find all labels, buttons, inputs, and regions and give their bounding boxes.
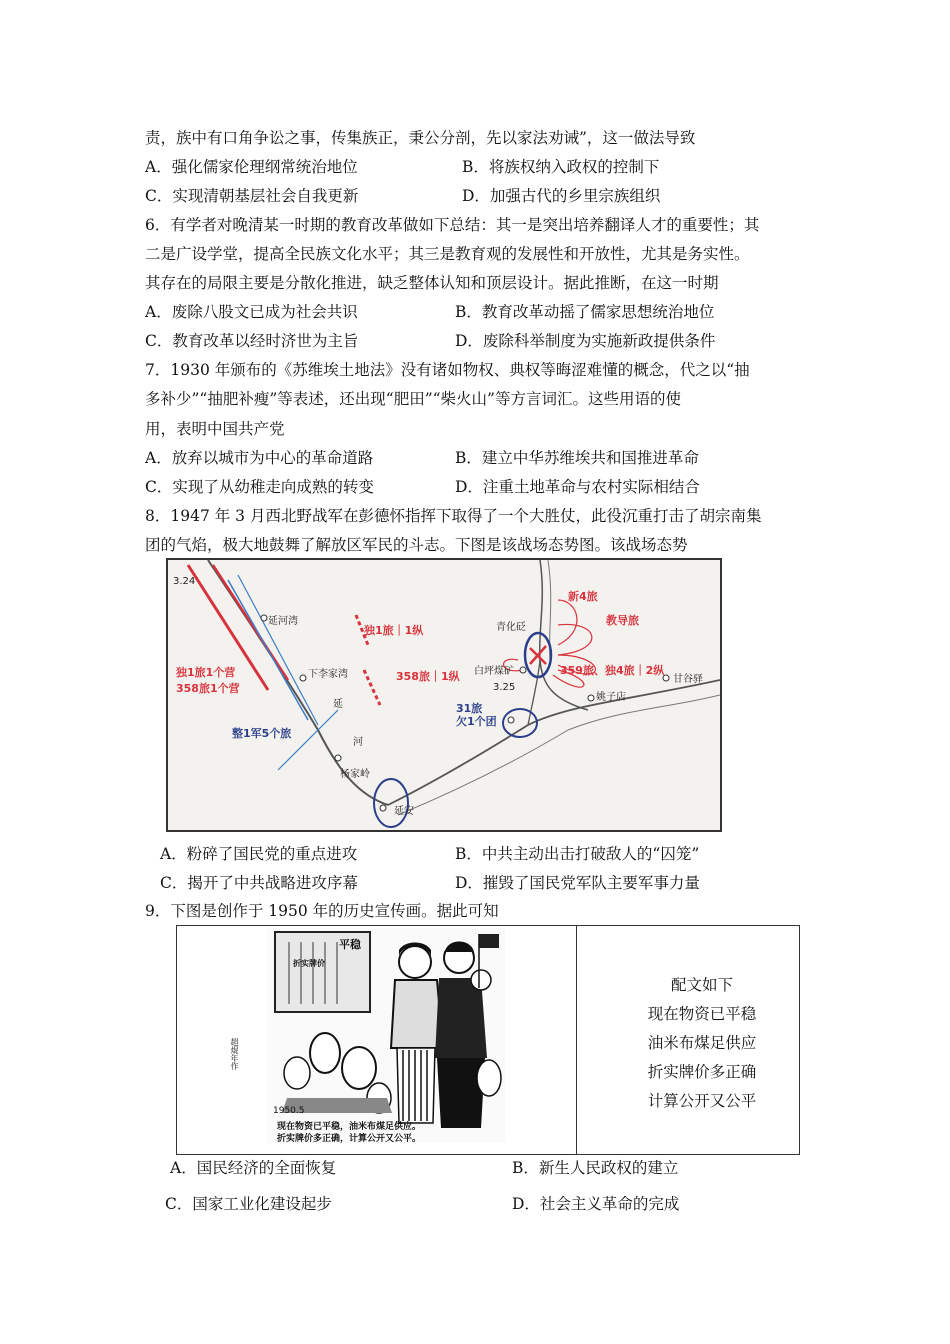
q6-stem-line-3: 其存在的局限主要是分散化推进，缺乏整体认知和顶层设计。据此推断，在这一时期 (145, 274, 719, 292)
map-place-ganguyi: 甘谷驿 (673, 674, 703, 685)
q9-option-a: A．国民经济的全面恢复 (170, 1159, 337, 1177)
map-place-yanhewan: 延河湾 (268, 616, 298, 627)
map-unit-qian1tuan: 欠1个团 (456, 715, 497, 728)
poster-artist: 超焜年作 (230, 1038, 239, 1070)
map-place-yangjialing: 杨家岭 (340, 769, 370, 780)
poster-board-subtitle: 折实牌价 (293, 959, 325, 968)
q8-option-c: C．揭开了中共战略进攻序幕 (160, 874, 358, 892)
poster-date: 1950.5 (273, 1106, 305, 1116)
caption-line-4: 计算公开又公平 (647, 1092, 757, 1110)
map-unit-jiaodao: 教导旅 (606, 614, 639, 627)
poster-board-title: 平稳 (339, 938, 361, 951)
q7-stem-line-2: 多补少”“抽肥补瘦”等表述，还出现“肥田”“柴火山”等方言词汇。这些用语的使 (145, 390, 681, 408)
q9-option-c: C．国家工业化建设起步 (165, 1195, 332, 1213)
q7-stem-line-1: 7．1930 年颁布的《苏维埃土地法》没有诸如物权、典权等晦涩难懂的概念，代之以“抽 (145, 361, 750, 379)
caption-line-3: 折实牌价多正确 (647, 1063, 757, 1081)
q7-option-a: A．放弃以城市为中心的革命道路 (145, 449, 374, 467)
map-place-yanan: 延安 (394, 806, 414, 817)
map-place-qinghuabian: 青化砭 (496, 622, 526, 633)
q5-option-a: A．强化儒家伦理纲常统治地位 (145, 158, 358, 176)
q5-option-b: B．将族权纳入政权的控制下 (462, 158, 660, 176)
map-date-mid: 3.25 (493, 682, 516, 693)
poster-text-line-2: 折实牌价多正确，计算公开又公平。 (277, 1134, 422, 1144)
map-place-baipingmeikuang: 白坪煤矿 (474, 666, 514, 677)
q9-figure-table (176, 925, 800, 1155)
q9-option-b: B．新生人民政权的建立 (512, 1159, 679, 1177)
map-place-yan: 延 (333, 699, 343, 710)
q7-option-b: B．建立中华苏维埃共和国推进革命 (455, 449, 699, 467)
q8-option-b: B．中共主动出击打破敌人的“囚笼” (455, 845, 700, 863)
q7-stem-line-3: 用，表明中国共产党 (145, 420, 285, 438)
map-unit-358-1zong: 358旅｜1纵 (396, 670, 460, 683)
q9-option-d: D．社会主义革命的完成 (512, 1195, 680, 1213)
map-unit-new4: 新4旅 (568, 590, 598, 603)
poster-text-line-1: 现在物资已平稳，油米布煤足供应。 (277, 1122, 422, 1132)
q6-option-a: A．废除八股文已成为社会共识 (145, 303, 358, 321)
battle-map (166, 558, 722, 832)
q5-option-c: C．实现清朝基层社会自我更新 (145, 187, 359, 205)
q9-stem: 9．下图是创作于 1950 年的历史宣传画。据此可知 (145, 902, 499, 920)
map-place-yaozidian: 姚子店 (596, 692, 626, 703)
map-unit-358-ying: 358旅1个营 (176, 682, 240, 695)
q6-option-c: C．教育改革以经时济世为主旨 (145, 332, 359, 350)
map-unit-359-du4-2zong: 359旅、独4旅｜2纵 (560, 664, 665, 677)
q8-stem-line-2: 团的气焰，极大地鼓舞了解放区军民的斗志。下图是该战场态势图。该战场态势 (145, 536, 688, 554)
map-unit-zheng1jun: 整1军5个旅 (232, 727, 292, 740)
q6-option-b: B．教育改革动摇了儒家思想统治地位 (455, 303, 715, 321)
poster-caption (607, 971, 797, 1116)
q7-option-c: C．实现了从幼稚走向成熟的转变 (145, 478, 374, 496)
caption-line-2: 油米布煤足供应 (647, 1034, 757, 1052)
propaganda-poster (267, 928, 505, 1143)
map-place-he: 河 (353, 737, 363, 748)
map-unit-31lv: 31旅 (456, 702, 483, 715)
q8-stem-line-1: 8．1947 年 3 月西北野战军在彭德怀指挥下取得了一个大胜仗，此役沉重打击了胡宗南集 (145, 507, 762, 525)
battle-map-graphic (168, 560, 720, 830)
map-unit-du1-1zong: 独1旅｜1纵 (364, 624, 424, 637)
q6-stem-line-1: 6．有学者对晚清某一时期的教育改革做如下总结：其一是突出培养翻译人才的重要性；其 (145, 216, 760, 234)
map-place-xialijiawan: 下李家湾 (308, 669, 348, 680)
table-divider (576, 926, 577, 1154)
caption-title: 配文如下 (670, 976, 733, 994)
q7-option-d: D．注重土地革命与农村实际相结合 (455, 478, 700, 496)
map-unit-du1-ying: 独1旅1个营 (176, 666, 236, 679)
q8-option-d: D．摧毁了国民党军队主要军事力量 (455, 874, 700, 892)
q5-option-d: D．加强古代的乡里宗族组织 (462, 187, 661, 205)
q6-stem-line-2: 二是广设学堂，提高全民族文化水平；其三是教育观的发展性和开放性，尤其是务实性。 (145, 245, 750, 263)
q6-option-d: D．废除科举制度为实施新政提供条件 (455, 332, 716, 350)
map-date-top: 3.24 (173, 576, 196, 587)
q8-option-a: A．粉碎了国民党的重点进攻 (160, 845, 358, 863)
caption-line-1: 现在物资已平稳 (647, 1005, 757, 1023)
q5-stem-tail: 责，族中有口角争讼之事，传集族正，秉公分剖，先以家法劝诫”，这一做法导致 (145, 129, 696, 147)
